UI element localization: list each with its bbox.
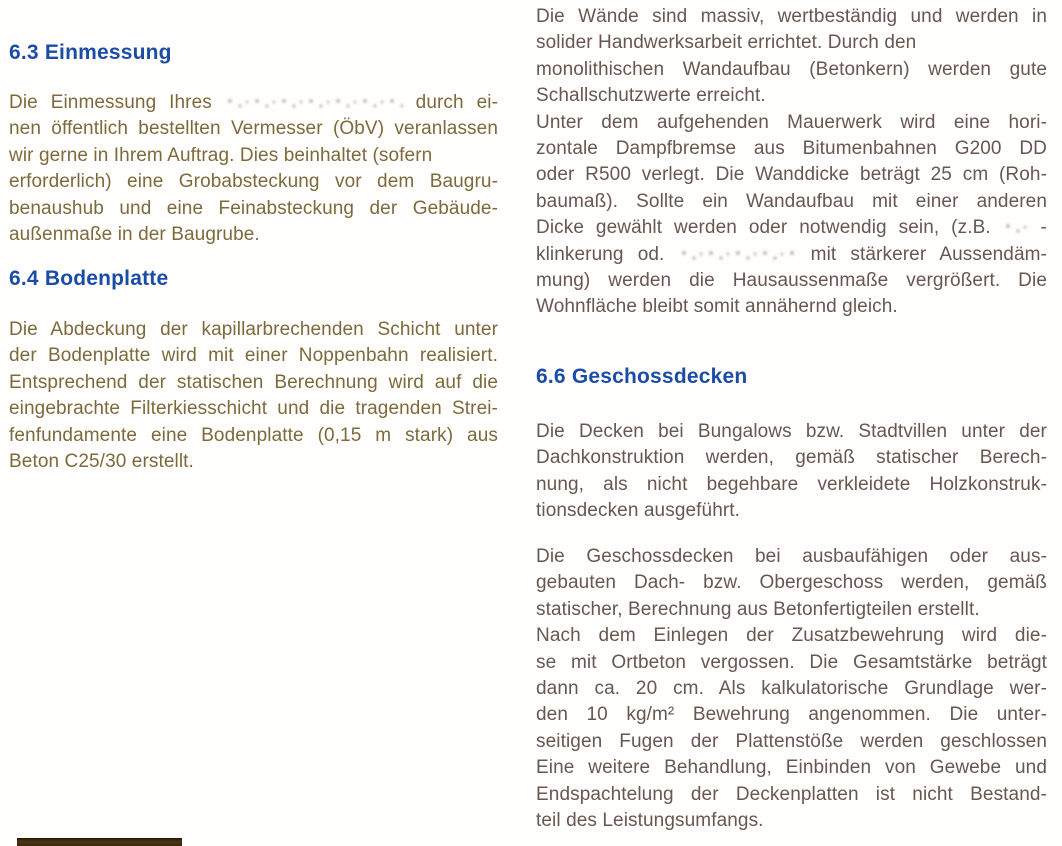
text-line: benaushub und eine Feinabsteckung der Gebäude-	[9, 197, 498, 219]
text-line: Schallschutzwerte erreicht.	[536, 85, 766, 107]
text-line: Dachkonstruktion werden, gemäß statischer Berech-	[536, 447, 1047, 469]
text-line: baumaß). Sollte ein Wandaufbau mit einer anderen	[536, 190, 1047, 212]
text-line: gebauten Dach- bzw. Obergeschoss werden, gemäß	[536, 572, 1047, 594]
text-line: Die Einmessung Ihres durch ei-	[9, 92, 499, 113]
redaction-smudge	[679, 249, 797, 262]
text-line: Die Decken bei Bungalows bzw. Stadtvillen unter der	[536, 421, 1047, 442]
text-line: fenfundamente eine Bodenplatte (0,15 m stark) aus	[9, 424, 498, 446]
section-heading-6-4: 6.4 Bodenplatte	[9, 267, 169, 290]
text-line: teil des Leistungsumfangs.	[536, 810, 764, 832]
footer-logo-bar	[17, 838, 182, 846]
text-line: monolithischen Wandaufbau (Betonkern) werden gute	[536, 58, 1047, 80]
text-line: Unter dem aufgehenden Mauerwerk wird eine hori-	[536, 111, 1047, 133]
text-line: klinkerung od. mit stärkerer Aussendäm-	[536, 243, 1047, 265]
text-line: solider Handwerksarbeit errichtet. Durch den	[536, 32, 917, 54]
text-line: Die Wände sind massiv, wertbeständig und werden in	[536, 6, 1047, 27]
text-line: dann ca. 20 cm. Als kalkulatorische Grundlage wer-	[536, 678, 1047, 700]
text-line: zontale Dampfbremse aus Bitumenbahnen G200 DD	[536, 138, 1047, 160]
text-line: mung) werden die Hausaussenmaße vergrößert. Die	[536, 270, 1047, 292]
text-line: Die Geschossdecken bei ausbaufähigen oder aus-	[536, 546, 1047, 567]
text-line: Entsprechend der statischen Berechnung wird auf die	[9, 371, 498, 393]
text-line: Nach dem Einlegen der Zusatzbewehrung wird die-	[536, 625, 1047, 647]
text-line: statischer, Berechnung aus Betonfertigteilen erstellt.	[536, 598, 980, 620]
section-heading-6-6: 6.6 Geschossdecken	[536, 365, 748, 388]
text-line: tionsdecken ausgeführt.	[536, 500, 741, 522]
redaction-smudge	[1003, 222, 1029, 235]
text-line: Die Abdeckung der kapillarbrechenden Schicht unter	[9, 319, 498, 340]
text-line: Dicke gewählt werden oder notwendig sein, (z.B. -	[536, 217, 1047, 239]
text-line: seitigen Fugen der Plattenstöße werden geschlossen	[536, 730, 1047, 752]
paragraph-bodenplatte	[9, 317, 498, 475]
paragraph-waende	[536, 4, 1047, 321]
paragraph-einmessung	[9, 90, 498, 248]
text-line: der Bodenplatte wird mit einer Noppenbahn realisiert.	[9, 345, 498, 367]
text-line: Wohnfläche bleibt somit annähernd gleich.	[536, 296, 898, 318]
text-line: Beton C25/30 erstellt.	[9, 451, 194, 473]
paragraph-geschossdecken-2	[536, 544, 1047, 834]
text-line: oder R500 verlegt. Die Wanddicke beträgt 25 cm (Roh-	[536, 164, 1047, 186]
text-line: Eine weitere Behandlung, Einbinden von Gewebe und	[536, 757, 1047, 779]
paragraph-geschossdecken-1	[536, 419, 1047, 525]
text-line: nen öffentlich bestellten Vermesser (ÖbV) veranlassen	[9, 118, 498, 140]
text-line: eingebrachte Filterkiesschicht und die tragenden Strei-	[9, 398, 498, 420]
text-line: erforderlich) eine Grobabsteckung vor dem Baugru-	[9, 171, 498, 193]
text-line: den 10 kg/m² Bewehrung angenommen. Die unter-	[536, 704, 1047, 726]
redaction-smudge	[225, 97, 403, 110]
text-line: se mit Ortbeton vergossen. Die Gesamtstärke beträgt	[536, 651, 1047, 673]
text-line: außenmaße in der Baugrube.	[9, 224, 260, 246]
text-line: wir gerne in Ihrem Auftrag. Dies beinhaltet (sofern	[9, 144, 433, 166]
text-line: nung, als nicht begehbare verkleidete Holzkonstruk-	[536, 473, 1047, 495]
section-heading-6-3: 6.3 Einmessung	[9, 41, 172, 64]
text-line: Endspachtelung der Deckenplatten ist nicht Bestand-	[536, 783, 1047, 805]
